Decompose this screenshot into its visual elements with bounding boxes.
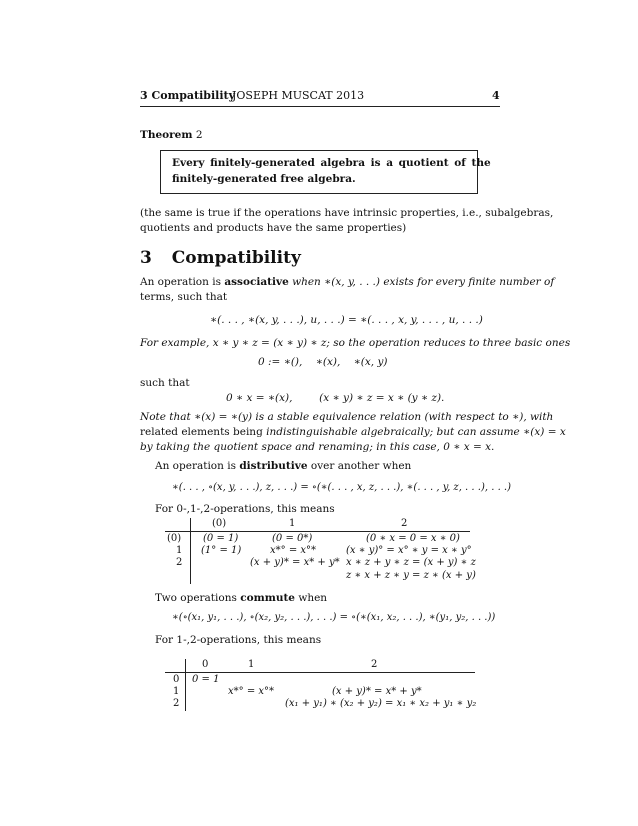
assoc-example: For example, x ∗ y ∗ z = (x ∗ y) ∗ z; so the operation reduces to three basic ones — [140, 337, 571, 349]
commute-equation: ∗(∘(x₁, y₁, . . .), ∘(x₂, y₂, . . .), . . .) = ∘(∗(x₁, x₂, . . .), ∗(y₁, y₂, . . .)) — [172, 612, 496, 623]
commute-text-tail: when — [295, 592, 328, 604]
table1-cell: (x + y)* = x* + y* — [250, 557, 340, 568]
commute-term: commute — [240, 592, 295, 604]
table1-header-0: (0) — [212, 518, 227, 529]
section-number: 3 — [140, 248, 152, 268]
table2-cell: (x + y)* = x* + y* — [332, 686, 422, 697]
assoc-equation-2: 0 ∗ x = ∗(x), (x ∗ y) ∗ z = x ∗ (y ∗ z). — [226, 392, 445, 404]
assoc-note-3: by taking the quotient space and renaming; in this case, 0 ∗ x = x. — [140, 441, 495, 453]
theorem-heading — [140, 129, 203, 141]
commute-text: Two operations — [155, 592, 241, 604]
table1-header-rule — [165, 531, 470, 532]
table2-header-rule — [165, 672, 475, 673]
theorem-line-2: finitely-generated free algebra. — [172, 173, 356, 185]
commute-intro: For 1-,2-operations, this means — [155, 634, 322, 646]
table2-row-label: 1 — [173, 686, 180, 697]
table1-cell: (0 = 1) — [203, 533, 239, 544]
table1-row-label: 2 — [176, 557, 183, 568]
note-line-2: quotients and products have the same properties) — [140, 222, 407, 234]
table2-cell: x*° = x°* — [228, 686, 275, 697]
section-heading — [140, 248, 301, 268]
section-title: Compatibility — [171, 248, 301, 268]
table2-cell: (x₁ + y₁) ∗ (x₂ + y₂) = x₁ ∗ x₂ + y₁ ∗ y₂ — [285, 698, 477, 709]
table2-row-label: 2 — [173, 698, 180, 709]
assoc-equation: ∗(. . . , ∗(x, y, . . .), u, . . .) = ∗(. . . , x, y, . . . , u, . . .) — [210, 314, 483, 326]
table1-header-1: 1 — [289, 518, 296, 529]
table1-header-2: 2 — [401, 518, 408, 529]
assoc-note-1: Note that ∗(x) = ∗(y) is a stable equivalence relation (with respect to ∗), with — [140, 411, 554, 423]
table1-row-label: (0) — [167, 533, 182, 544]
table1-cell: x*° = x°* — [270, 545, 317, 556]
theorem-line-1: Every finitely-generated algebra is a quotient of the — [172, 157, 491, 169]
note-text-tail: algebraically; but can assume ∗(x) = x — [357, 426, 566, 438]
table1-cell: x ∗ z + y ∗ z = (x + y) ∗ z — [346, 557, 476, 568]
table2-header-0: 0 — [202, 659, 209, 670]
table2-header-2: 2 — [371, 659, 378, 670]
assoc-note-2 — [140, 426, 566, 438]
theorem-number: 2 — [195, 129, 203, 141]
note-line-1: (the same is true if the operations have intrinsic properties, i.e., subalgebras, — [140, 207, 554, 219]
assoc-text: An operation is — [140, 276, 225, 288]
table2-row-label: 0 — [173, 674, 180, 685]
distrib-equation: ∗(. . . , ∘(x, y, . . .), z, . . .) = ∘(∗(. . . , x, z, . . .), ∗(. . . , y, z, . . .), . . .) — [172, 482, 512, 493]
table1-row-label: 1 — [176, 545, 183, 556]
distrib-term: distributive — [239, 460, 308, 472]
table1-cell: z ∗ x + z ∗ y = z ∗ (x + y) — [346, 570, 476, 581]
assoc-line-2: terms, such that — [140, 291, 228, 303]
commute-line-1 — [155, 592, 327, 604]
distrib-intro: For 0-,1-,2-operations, this means — [155, 503, 335, 515]
note-text: related elements being — [140, 426, 267, 438]
table1-cell: (x ∗ y)° = x° ∗ y = x ∗ y° — [346, 545, 472, 556]
assoc-term: associative — [224, 276, 289, 288]
table1-cell: (0 = 0*) — [272, 533, 313, 544]
assoc-text-tail: when ∗(x, y, . . .) exists for every finite number of — [288, 276, 555, 288]
distrib-line-1 — [155, 460, 411, 472]
header-rule — [140, 106, 500, 107]
running-header-author: JOSEPH MUSCAT 2013 — [232, 89, 365, 102]
note-italic: indistinguishable — [266, 426, 358, 438]
table1-cell: (0 ∗ x = 0 = x ∗ 0) — [366, 533, 460, 544]
table1-col-rule — [190, 518, 191, 584]
page-number: 4 — [492, 89, 500, 102]
distrib-text: An operation is — [155, 460, 240, 472]
assoc-basic-ops: 0 := ∗(), ∗(x), ∗(x, y) — [258, 356, 388, 368]
assoc-such-that: such that — [140, 377, 190, 389]
running-header-section: 3 Compatibility — [140, 89, 235, 102]
assoc-line-1 — [140, 276, 554, 288]
theorem-label: Theorem — [140, 129, 193, 141]
table2-cell: 0 = 1 — [192, 674, 220, 685]
table2-col-rule — [185, 659, 186, 711]
distrib-text-tail: over another when — [307, 460, 412, 472]
table2-header-1: 1 — [248, 659, 255, 670]
table1-cell: (1° = 1) — [201, 545, 242, 556]
